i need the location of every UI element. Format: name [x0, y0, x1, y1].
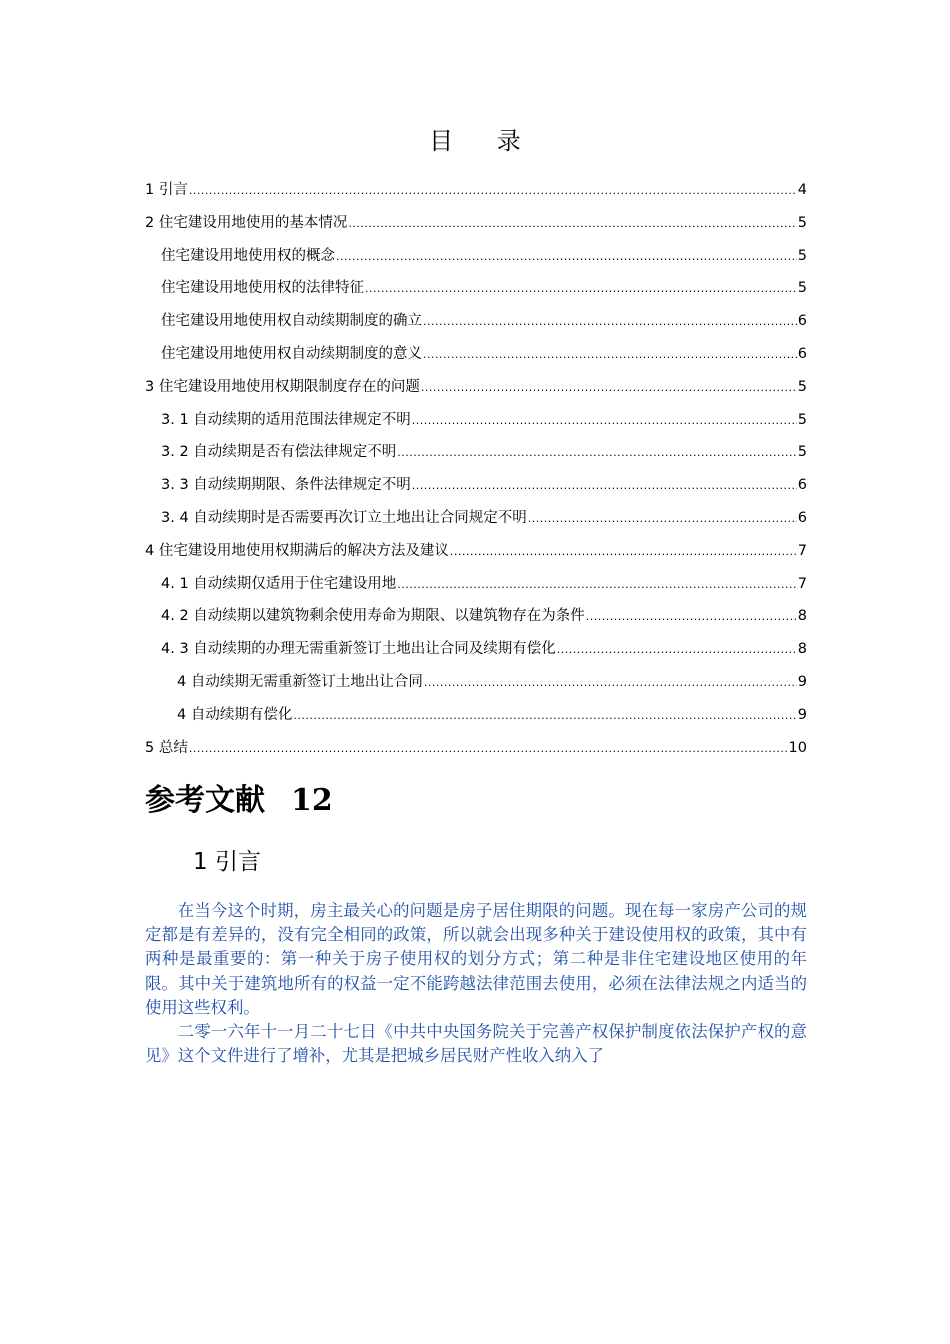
toc-page-number: 5: [797, 247, 807, 264]
toc-page-number: 5: [797, 280, 807, 297]
toc-dot-leader: [421, 372, 797, 405]
toc-dot-leader: [189, 175, 797, 208]
toc-entry[interactable]: [145, 699, 807, 732]
toc-entry[interactable]: [145, 404, 807, 437]
toc-entry-text: 4 自动续期有偿化: [177, 706, 293, 723]
toc-entry[interactable]: [145, 600, 807, 633]
toc-page-number: 5: [797, 378, 807, 395]
toc-page-number: 10: [788, 739, 807, 756]
toc-entry-text: 住宅建设用地使用权自动续期制度的意义: [161, 345, 422, 362]
toc-entry[interactable]: [145, 568, 807, 601]
toc-entry[interactable]: [145, 240, 807, 273]
toc-entry-text: 3 住宅建设用地使用权期限制度存在的问题: [145, 378, 420, 395]
toc-entry[interactable]: [145, 535, 807, 568]
toc-dot-leader: [397, 437, 796, 470]
toc-entry[interactable]: [145, 207, 807, 240]
introduction-heading: 1 引言: [193, 849, 261, 875]
toc-entry-text: 4. 2 自动续期以建筑物剩余使用寿命为期限、以建筑物存在为条件: [161, 608, 585, 625]
toc-page-number: 9: [797, 706, 807, 723]
body-paragraph: 在当今这个时期，房主最关心的问题是房子居住期限的问题。现在每一家房产公司的规定都是有差异的，没有完全相同的政策，所以就会出现多种关于建设使用权的政策，其中有两种是最重要的：第一种关于房子使用权的划分方式；第二种是非住宅建设地区使用的年限。其中关于建筑地所有的权益一定不能跨越法律范围去使用，必须在法律法规之内适当的使用这些权利。: [145, 901, 807, 1017]
toc-page-number: 8: [797, 608, 807, 625]
toc-dot-leader: [293, 700, 796, 733]
toc-entry[interactable]: [145, 436, 807, 469]
toc-entry-text: 4. 3 自动续期的办理无需重新签订土地出让合同及续期有偿化: [161, 641, 556, 658]
toc-page-number: 6: [797, 509, 807, 526]
toc-page-number: 6: [797, 477, 807, 494]
toc-entry-text: 住宅建设用地使用权的法律特征: [161, 280, 364, 297]
toc-entry[interactable]: [145, 502, 807, 535]
toc-dot-leader: [365, 273, 797, 306]
toc-entry-text: 4. 1 自动续期仅适用于住宅建设用地: [161, 575, 397, 592]
toc-entry[interactable]: [145, 371, 807, 404]
toc-page-number: 4: [797, 182, 807, 198]
toc-dot-leader: [189, 733, 788, 766]
toc-dot-leader: [586, 601, 797, 634]
toc-dot-leader: [528, 503, 797, 536]
toc-entry-text: 2 住宅建设用地使用的基本情况: [145, 214, 348, 231]
toc-page-number: 7: [797, 575, 807, 592]
toc-entry[interactable]: [145, 272, 807, 305]
toc-entry[interactable]: [145, 732, 807, 765]
toc-entry-text: 3. 3 自动续期期限、条件法律规定不明: [161, 477, 411, 494]
toc-page-number: 6: [797, 313, 807, 330]
toc-entry[interactable]: [145, 338, 807, 371]
toc-entry-text: 5 总结: [145, 739, 188, 756]
toc-dot-leader: [397, 569, 796, 602]
toc-dot-leader: [450, 536, 797, 569]
toc-page-number: 5: [797, 411, 807, 428]
body-paragraph: 二零一六年十一月二十七日《中共中央国务院关于完善产权保护制度依法保护产权的意见》这个文件进行了增补，尤其是把城乡居民财产性收入纳入了: [145, 1022, 807, 1066]
toc-dot-leader: [412, 470, 797, 503]
toc-entry-text: 住宅建设用地使用权的概念: [161, 247, 335, 264]
references-heading[interactable]: [145, 778, 333, 824]
toc-entry[interactable]: [145, 666, 807, 699]
toc-entry-text: 4 住宅建设用地使用权期满后的解决方法及建议: [145, 542, 449, 559]
toc-page-number: 7: [797, 542, 807, 559]
toc-entry[interactable]: [145, 305, 807, 338]
toc-dot-leader: [423, 306, 797, 339]
toc-page-number: 5: [797, 444, 807, 461]
toc-page-number: 5: [797, 214, 807, 231]
toc-entry-text: 1 引言: [145, 182, 188, 198]
table-of-contents: [145, 174, 807, 764]
toc-dot-leader: [336, 241, 797, 274]
toc-page-number: 6: [797, 345, 807, 362]
toc-dot-leader: [423, 339, 797, 372]
toc-entry-text: 3. 4 自动续期时是否需要再次订立土地出让合同规定不明: [161, 509, 527, 526]
toc-dot-leader: [348, 208, 796, 241]
toc-dot-leader: [424, 667, 797, 700]
toc-page-number: 9: [797, 673, 807, 690]
toc-title: 目 录: [429, 127, 539, 155]
toc-entry[interactable]: [145, 469, 807, 502]
toc-dot-leader: [557, 634, 797, 667]
toc-entry[interactable]: [145, 633, 807, 666]
toc-entry-text: 4 自动续期无需重新签订土地出让合同: [177, 673, 423, 690]
toc-entry[interactable]: [145, 174, 807, 207]
toc-entry-text: 3. 2 自动续期是否有偿法律规定不明: [161, 444, 397, 461]
references-heading-label: 参考文献: [145, 783, 265, 818]
toc-entry-text: 3. 1 自动续期的适用范围法律规定不明: [161, 411, 411, 428]
toc-entry-text: 住宅建设用地使用权自动续期制度的确立: [161, 313, 422, 330]
toc-dot-leader: [412, 405, 797, 438]
references-page-number: 12: [291, 783, 333, 818]
introduction-body: [145, 899, 807, 1068]
toc-page-number: 8: [797, 641, 807, 658]
